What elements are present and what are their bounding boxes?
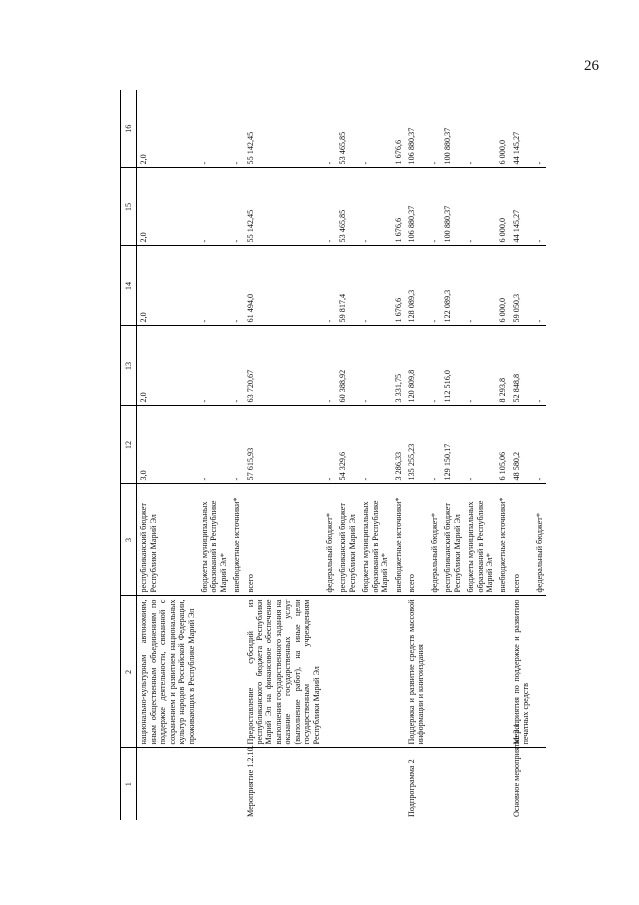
funding-source: всего <box>510 484 533 596</box>
value-cell: - <box>464 246 496 326</box>
row-title <box>230 596 243 748</box>
value-cell: 100 880,37 <box>441 168 464 246</box>
row-title <box>464 596 496 748</box>
row-code <box>533 748 546 820</box>
value-cell: 6 105,06 <box>496 406 509 484</box>
value-cell: 55 142,45 <box>244 90 323 168</box>
value-cell: 52 848,8 <box>510 326 533 406</box>
value-cell: 2,0 <box>137 326 198 406</box>
value-cell: - <box>464 168 496 246</box>
value-cell: - <box>533 326 546 406</box>
rotated-table-wrapper <box>120 90 560 820</box>
value-cell: - <box>428 90 441 168</box>
value-cell: 112 516,0 <box>441 326 464 406</box>
value-cell: 106 880,37 <box>405 90 428 168</box>
row-code: Подпрограмма 2 <box>406 759 416 817</box>
value-cell: 6 000,0 <box>496 90 509 168</box>
value-cell: 3 286,33 <box>392 406 405 484</box>
value-cell: 60 388,92 <box>336 326 359 406</box>
value-cell: 2,0 <box>137 90 198 168</box>
table-row <box>244 90 323 820</box>
value-cell: 122 089,3 <box>441 246 464 326</box>
table-row <box>464 90 496 820</box>
value-cell: 61 494,0 <box>244 246 323 326</box>
row-title <box>323 596 336 748</box>
budget-table <box>120 90 546 820</box>
value-cell: 2,0 <box>137 168 198 246</box>
table-row <box>198 90 230 820</box>
value-cell: - <box>230 168 243 246</box>
value-cell: - <box>359 168 391 246</box>
value-cell: - <box>359 246 391 326</box>
value-cell: 44 145,27 <box>510 90 533 168</box>
value-cell: - <box>533 246 546 326</box>
value-cell: 3 331,75 <box>392 326 405 406</box>
table-header <box>121 90 137 820</box>
table-row <box>359 90 391 820</box>
row-title: Мероприятия по поддержке и развитию печатных средств <box>510 596 533 748</box>
value-cell: 53 465,85 <box>336 168 359 246</box>
value-cell: 6 000,0 <box>496 168 509 246</box>
value-cell: 3,0 <box>137 406 198 484</box>
value-cell: - <box>323 326 336 406</box>
value-cell: - <box>533 406 546 484</box>
funding-source: бюджеты муниципальных образований в Республике Марий Эл* <box>464 484 496 596</box>
table-row <box>137 90 198 820</box>
row-title <box>428 596 441 748</box>
column-header: 16 <box>121 90 137 168</box>
value-cell: 128 089,3 <box>405 246 428 326</box>
funding-source: внебюджетные источники* <box>392 484 405 596</box>
value-cell: 135 255,23 <box>405 406 428 484</box>
value-cell: - <box>359 406 391 484</box>
value-cell: - <box>323 90 336 168</box>
value-cell: - <box>198 406 230 484</box>
row-code: Мероприятие 1.2.10. <box>245 745 255 817</box>
value-cell: 48 580,2 <box>510 406 533 484</box>
column-header: 2 <box>121 596 137 748</box>
value-cell: - <box>428 168 441 246</box>
value-cell: 129 150,17 <box>441 406 464 484</box>
row-code <box>496 748 509 820</box>
value-cell: - <box>323 168 336 246</box>
row-title <box>359 596 391 748</box>
value-cell: - <box>359 326 391 406</box>
column-header: 1 <box>121 748 137 820</box>
value-cell: 8 293,8 <box>496 326 509 406</box>
row-title <box>441 596 464 748</box>
value-cell: - <box>230 246 243 326</box>
value-cell: 1 676,6 <box>392 168 405 246</box>
value-cell: 2,0 <box>137 246 198 326</box>
value-cell: - <box>464 326 496 406</box>
value-cell: 6 000,0 <box>496 246 509 326</box>
value-cell: 54 329,6 <box>336 406 359 484</box>
value-cell: - <box>230 326 243 406</box>
value-cell: - <box>198 326 230 406</box>
funding-source: всего <box>405 484 428 596</box>
row-code: Основное мероприятие 2.1. <box>511 721 521 817</box>
column-header: 3 <box>121 484 137 596</box>
table-row <box>323 90 336 820</box>
table-row <box>336 90 359 820</box>
funding-source: республиканский бюджет Республики Марий Эл <box>441 484 464 596</box>
value-cell: 106 880,37 <box>405 168 428 246</box>
funding-source: федеральный бюджет* <box>533 484 546 596</box>
table-row <box>230 90 243 820</box>
value-cell: - <box>533 90 546 168</box>
page-number: 26 <box>584 58 599 74</box>
row-code <box>230 748 243 820</box>
value-cell: 120 809,8 <box>405 326 428 406</box>
table-row <box>441 90 464 820</box>
row-title <box>496 596 509 748</box>
value-cell: - <box>198 90 230 168</box>
value-cell: - <box>230 90 243 168</box>
funding-source: внебюджетные источники* <box>230 484 243 596</box>
funding-source: бюджеты муниципальных образований в Республике Марий Эл* <box>198 484 230 596</box>
value-cell: - <box>464 406 496 484</box>
column-header: 14 <box>121 246 137 326</box>
column-header: 13 <box>121 326 137 406</box>
row-title <box>198 596 230 748</box>
table-row <box>428 90 441 820</box>
value-cell: 1 676,6 <box>392 90 405 168</box>
value-cell: - <box>359 90 391 168</box>
funding-source: республиканский бюджет Республики Марий Эл <box>137 484 198 596</box>
row-code <box>323 748 336 820</box>
table-row <box>392 90 405 820</box>
row-title: национально-культурным автономиям, иным общественным объединениям по поддержке деятельности, связанной с сохранением и развитием национальных культур народов Российской Федерации, проживающих в Республике Марий Эл <box>137 596 198 748</box>
row-code <box>464 748 496 820</box>
table-row <box>496 90 509 820</box>
table-row <box>533 90 546 820</box>
table-row <box>510 90 533 820</box>
table-row <box>405 90 428 820</box>
row-title <box>336 596 359 748</box>
value-cell: - <box>323 246 336 326</box>
value-cell: 57 615,93 <box>244 406 323 484</box>
row-code <box>441 748 464 820</box>
row-code <box>198 748 230 820</box>
value-cell: - <box>428 326 441 406</box>
row-title <box>392 596 405 748</box>
funding-source: внебюджетные источники* <box>496 484 509 596</box>
value-cell: - <box>198 168 230 246</box>
row-code <box>428 748 441 820</box>
column-header: 12 <box>121 406 137 484</box>
column-header: 15 <box>121 168 137 246</box>
funding-source: федеральный бюджет* <box>323 484 336 596</box>
row-code <box>359 748 391 820</box>
value-cell: - <box>323 406 336 484</box>
value-cell: 100 880,37 <box>441 90 464 168</box>
row-title <box>533 596 546 748</box>
value-cell: - <box>428 406 441 484</box>
value-cell: 1 676,6 <box>392 246 405 326</box>
funding-source: федеральный бюджет* <box>428 484 441 596</box>
value-cell: 63 720,67 <box>244 326 323 406</box>
value-cell: - <box>533 168 546 246</box>
table-body <box>137 90 546 820</box>
value-cell: - <box>198 246 230 326</box>
row-code <box>392 748 405 820</box>
value-cell: - <box>428 246 441 326</box>
row-title: Поддержка и развитие средств массовой информации и книгоиздания <box>405 596 428 748</box>
funding-source: бюджеты муниципальных образований в Республике Марий Эл* <box>359 484 391 596</box>
value-cell: - <box>230 406 243 484</box>
value-cell: 55 142,45 <box>244 168 323 246</box>
funding-source: республиканский бюджет Республики Марий Эл <box>336 484 359 596</box>
row-code <box>336 748 359 820</box>
value-cell: 53 465,85 <box>336 90 359 168</box>
value-cell: 44 145,27 <box>510 168 533 246</box>
row-title: Предоставление субсидий из республиканского бюджета Республики Марий Эл на финансовое обеспечение выполнения государственного задания на оказание государственных услуг (выполнение работ), на иные цели государственным учреждениям Республики Марий Эл <box>244 596 323 748</box>
row-code <box>137 748 198 820</box>
value-cell: 59 050,3 <box>510 246 533 326</box>
value-cell: - <box>464 90 496 168</box>
value-cell: 59 817,4 <box>336 246 359 326</box>
funding-source: всего <box>244 484 323 596</box>
